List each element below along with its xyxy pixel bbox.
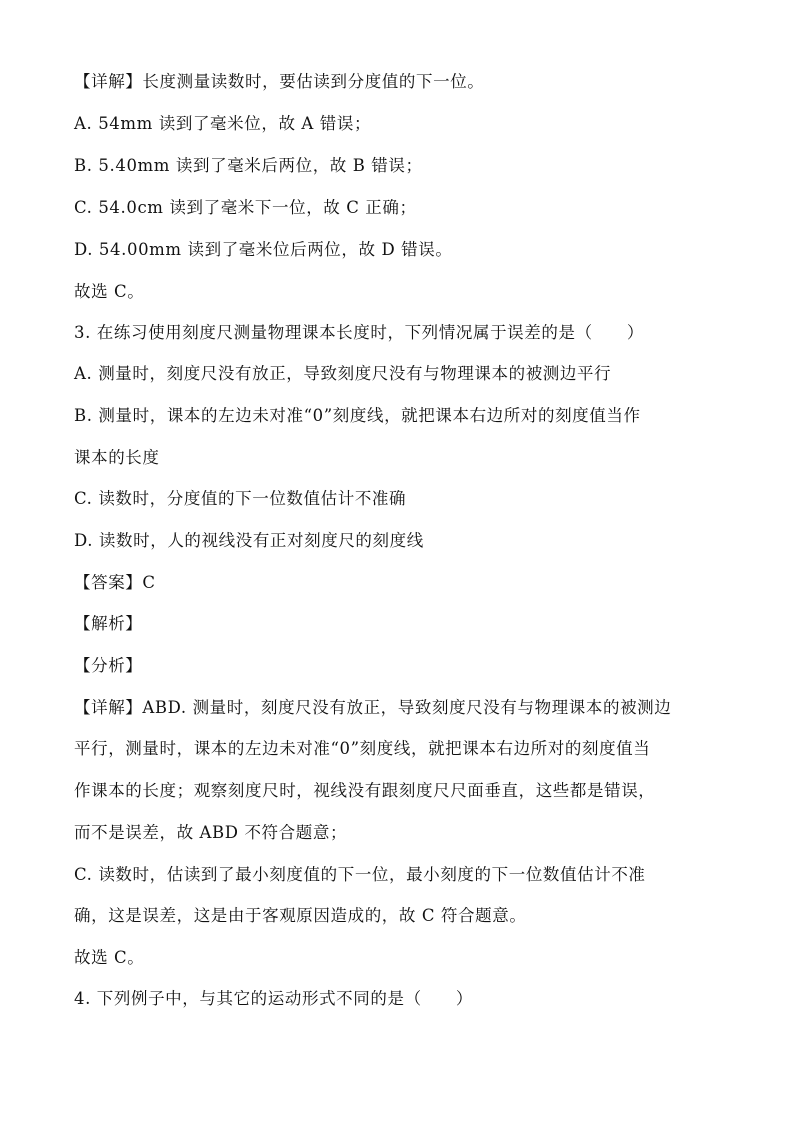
detail-line-5: C. 读数时，估读到了最小刻度值的下一位，最小刻度的下一位数值估计不准	[74, 865, 646, 884]
detail-line-6: 确，这是误差，这是由于客观原因造成的，故 C 符合题意。	[74, 906, 527, 925]
detail-line-4: 而不是误差，故 ABD 不符合题意；	[74, 823, 348, 842]
detail-line-2: 平行，测量时，课本的左边未对准“0”刻度线，就把课本右边所对的刻度值当	[74, 739, 651, 758]
question-3-option-a: A. 测量时，刻度尺没有放正，导致刻度尺没有与物理课本的被测边平行	[74, 364, 612, 383]
answer-line: 【答案】C	[74, 573, 156, 592]
detail-line-1: 【详解】ABD. 测量时，刻度尺没有放正，导致刻度尺没有与物理课本的被测边	[74, 698, 672, 717]
question-3-stem: 3. 在练习使用刻度尺测量物理课本长度时，下列情况属于误差的是（ ）	[74, 323, 644, 342]
conclusion-line: 故选 C。	[74, 282, 145, 301]
detail-heading-line: 【详解】长度测量读数时，要估读到分度值的下一位。	[74, 72, 485, 91]
question-3-option-b-cont: 课本的长度	[74, 448, 160, 467]
question-3-option-b: B. 测量时，课本的左边未对准“0”刻度线，就把课本右边所对的刻度值当作	[74, 406, 641, 425]
option-a-explanation: A. 54mm 读到了毫米位，故 A 错误；	[74, 114, 372, 133]
question-3-option-c: C. 读数时，分度值的下一位数值估计不准确	[74, 489, 407, 508]
analysis-heading: 【解析】	[74, 614, 143, 633]
conclusion-line-2: 故选 C。	[74, 948, 145, 967]
analysis-subheading: 【分析】	[74, 656, 143, 675]
question-3-option-d: D. 读数时，人的视线没有正对刻度尺的刻度线	[74, 531, 424, 550]
option-b-explanation: B. 5.40mm 读到了毫米后两位，故 B 错误；	[74, 156, 423, 175]
detail-line-3: 作课本的长度；观察刻度尺时，视线没有跟刻度尺尺面垂直，这些都是错误，	[74, 781, 656, 800]
option-d-explanation: D. 54.00mm 读到了毫米位后两位，故 D 错误。	[74, 240, 453, 259]
question-4-stem: 4. 下列例子中，与其它的运动形式不同的是（ ）	[74, 989, 473, 1008]
option-c-explanation: C. 54.0cm 读到了毫米下一位，故 C 正确；	[74, 198, 417, 217]
